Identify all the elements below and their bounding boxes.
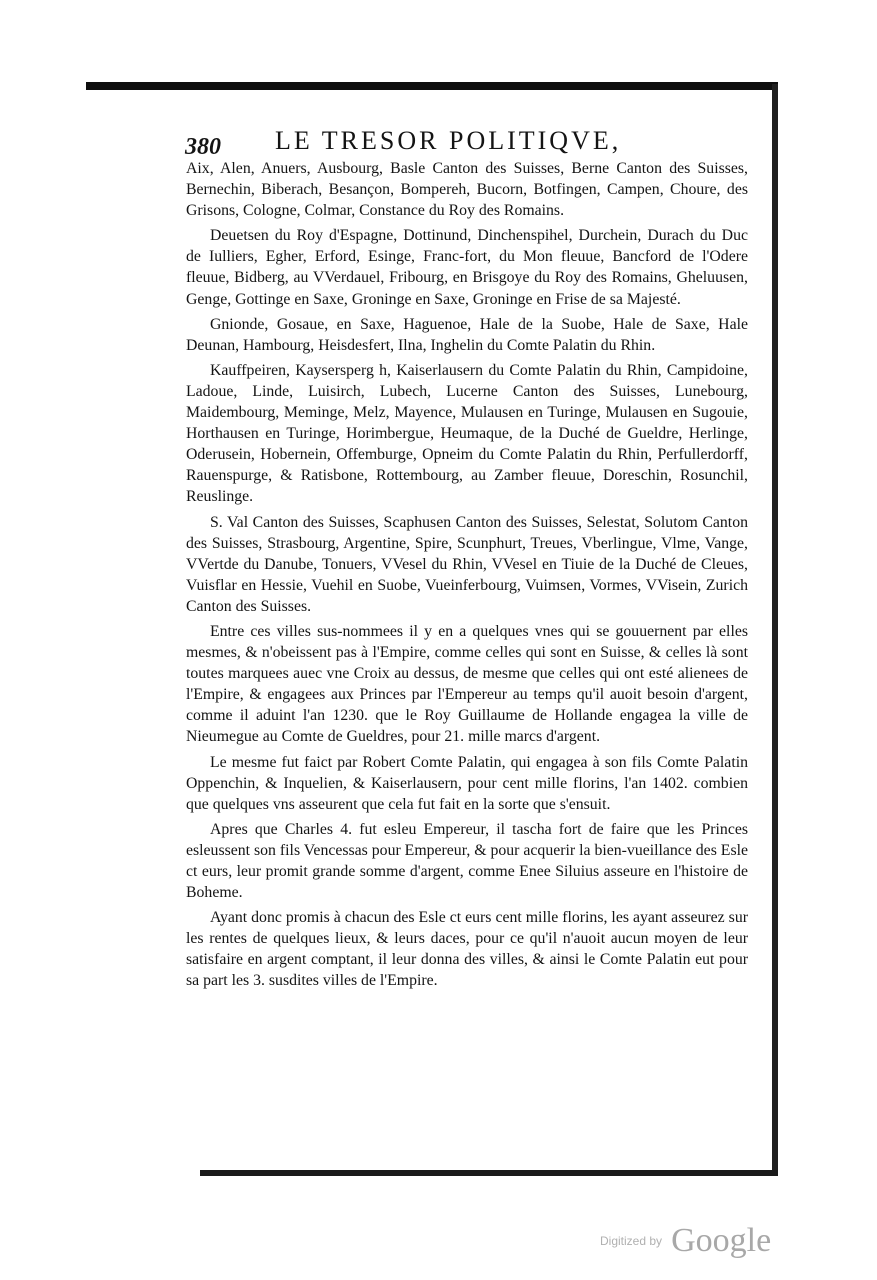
paragraph-cities-a-c: Aix, Alen, Anuers, Ausbourg, Basle Canton des Suisses, Berne Canton des Suisses, Bernechin, Biberach, Besançon, Bompereh, Bucorn, Botfingen, Campen, Choure, des Grisons, Cologne, Colmar, Constance du Roy des Romains. [186, 160, 748, 220]
paragraph-cities-d-g: Deuetsen du Roy d'Espagne, Dottinund, Dinchenspihel, Durchein, Durach du Duc de Iulliers, Egher, Erford, Esinge, Franc-fort, du Mon fleuue, Bancford de l'Odere fleuue, Bidberg, au VVerdauel, Fribourg, en Brisgoye du Roy des Romains, Gheluusen, Genge, Gottinge en Saxe, Groninge en Saxe, Groninge en Frise de sa Majesté. [186, 227, 748, 308]
paragraph-electors: Ayant donc promis à chacun des Esle ct eurs cent mille florins, les ayant asseurez sur les rentes de quelques lieux, & leurs daces, pour ce qu'il n'auoit aucun moyen de leur satisfaire en argent comptant, il leur donna des villes, & ainsi le Comte Palatin eut pour sa part les 3. susdites villes de l'Empire. [186, 909, 748, 990]
page-header [185, 126, 765, 160]
paragraph-governance: Entre ces villes sus-nommees il y en a quelques vnes qui se gouuernent par elles mesmes, & n'obeissent pas à l'Empire, comme celles qui sont en Suisse, & celles là sont toutes marquees auec vne Croix au dessus, de mesme que celles qui ont esté alienees de l'Empire, & engagees aux Princes par l'Empereur au temps qu'il auoit besoin d'argent, comme il aduint l'an 1230. que le Roy Guillaume de Hollande engagea la ville de Nieumegue au Comte de Gueldres, pour 21. mille marcs d'argent. [186, 622, 748, 746]
page-text [186, 158, 748, 996]
paragraph-charles-iv: Apres que Charles 4. fut esleu Empereur, il tascha fort de faire que les Princes esleussent son fils Vencessas pour Empereur, & pour acquerir la bien-vueillance des Esle ct eurs, leur promit grande somme d'argent, comme Enee Siluius asseure en l'histoire de Boheme. [186, 820, 748, 902]
paragraph-cities-g-i: Gnionde, Gosaue, en Saxe, Haguenoe, Hale de la Suobe, Hale de Saxe, Hale Deunan, Hambourg, Heisdesfert, Ilna, Inghelin du Comte Palatin du Rhin. [186, 315, 748, 354]
page-number: 380 [185, 134, 221, 160]
bottom-page-edge [200, 1170, 778, 1176]
paragraph-cities-k-r: Kauffpeiren, Kaysersperg h, Kaiserlausern du Comte Palatin du Rhin, Campidoine, Ladoue, Linde, Luisirch, Lubech, Lucerne Canton des Suisses, Lunebourg, Maidembourg, Meminge, Melz, Mayence, Mulausen en Turinge, Mulausen en Sugouie, Horthausen en Turinge, Horimbergue, Heumaque, de la Duché de Gueldre, Herlinge, Oderusein, Hobernein, Offemburge, Opneim du Comte Palatin du Rhin, Perfullerdorff, Rauenspurge, & Ratisbone, Rottembourg, au Zamber fleuue, Doreschin, Rosunchil, Reuslinge. [186, 361, 748, 506]
digitization-watermark [600, 1222, 771, 1262]
paragraph-robert-palatin: Le mesme fut faict par Robert Comte Palatin, qui engagea à son fils Comte Palatin Oppenchin, & Inquelien, & Kaiserlausern, pour cent mille florins, l'an 1402. combien que quelques vns asseurent que cela fut fait en la sorte que s'ensuit. [186, 753, 748, 813]
digitized-by-label: Digitized by [600, 1234, 663, 1248]
google-logo: Google [671, 1222, 772, 1259]
running-title: LE TRESOR POLITIQVE, [275, 126, 622, 155]
paragraph-cities-s-z: S. Val Canton des Suisses, Scaphusen Canton des Suisses, Selestat, Solutom Canton des Suisses, Strasbourg, Argentine, Spire, Scunphurt, Treues, Vberlingue, Vlme, Vange, VVertde du Danube, Tonuers, VVesel du Rhin, VVesel en Tiuie de la Duché de Cleues, Vuisflar en Hessie, Vuehil en Suobe, Vueinferbourg, Vuimsen, Vormes, VVisein, Zurich Canton des Suisses. [186, 513, 748, 615]
right-page-edge [772, 84, 778, 1176]
top-page-edge [86, 82, 778, 90]
